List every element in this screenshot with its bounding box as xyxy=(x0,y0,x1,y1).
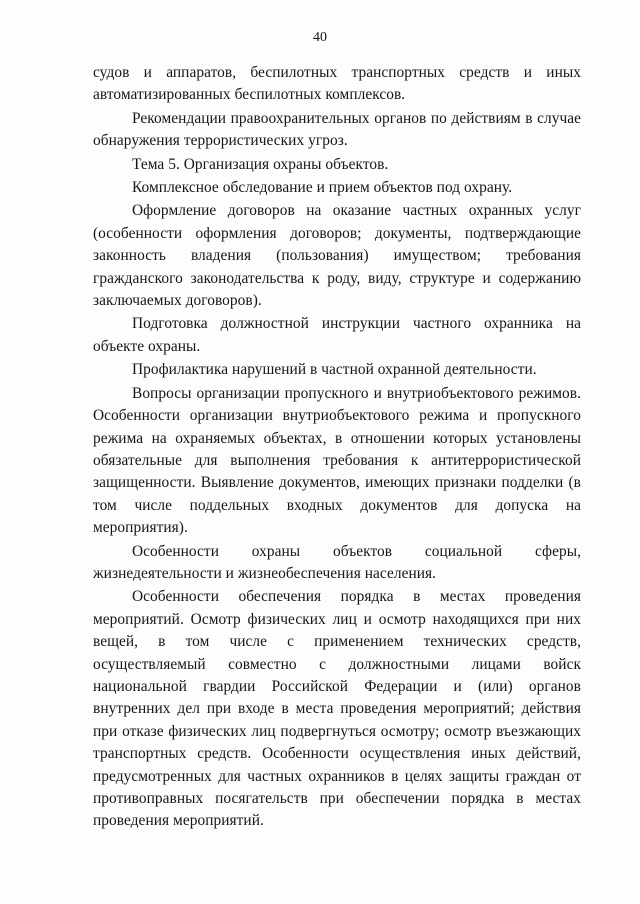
page-body xyxy=(93,62,581,833)
paragraph-6: Подготовка должностной инструкции частного охранника на объекте охраны. xyxy=(93,315,581,355)
paragraph-5: Оформление договоров на оказание частных охранных услуг (особенности оформления договоров; документы, подтверждающие законность владения (пользования) имуществом; требования гражданского законодательства к роду, виду, структуре и содержанию заключаемых договоров). xyxy=(93,202,581,310)
paragraph-1: судов и аппаратов, беспилотных транспортных средств и иных автоматизированных беспилотных комплексов. xyxy=(93,64,581,104)
paragraph-9: Особенности охраны объектов социальной сферы, жизнедеятельности и жизнеобеспечения населения. xyxy=(93,542,581,582)
page-number: 40 xyxy=(313,30,327,45)
paragraph-4: Комплексное обследование и прием объектов под охрану. xyxy=(132,179,513,197)
paragraph-8: Вопросы организации пропускного и внутриобъектового режимов. Особенности организации внутриобъектового режима и пропускного режима на охраняемых объектах, в отношении которых установлены обязательные для выполнения требования к антитеррористической защищенности. Выявление документов, имеющих признаки подделки (в том числе поддельных входных документов для допуска на мероприятия). xyxy=(93,384,581,537)
paragraph-3: Тема 5. Организация охраны объектов. xyxy=(132,155,389,173)
paragraph-10: Особенности обеспечения порядка в местах проведения мероприятий. Осмотр физических лиц и осмотр находящихся при них вещей, в том числе с применением технических средств, осуществляемый совместно с должностными лицами войск национальной гвардии Российской Федерации и (или) органов внутренних дел при входе в места проведения мероприятий; действия при отказе физических лиц подвергнуться осмотру; осмотр въезжающих транспортных средств. Особенности осуществления иных действий, предусмотренных для частных охранников в целях защиты граждан от противоправных посягательств при обеспечении порядка в местах проведения мероприятий. xyxy=(93,588,581,830)
paragraph-2: Рекомендации правоохранительных органов по действиям в случае обнаружения террористических угроз. xyxy=(93,109,581,150)
paragraph-7: Профилактика нарушений в частной охранной деятельности. xyxy=(132,361,537,379)
